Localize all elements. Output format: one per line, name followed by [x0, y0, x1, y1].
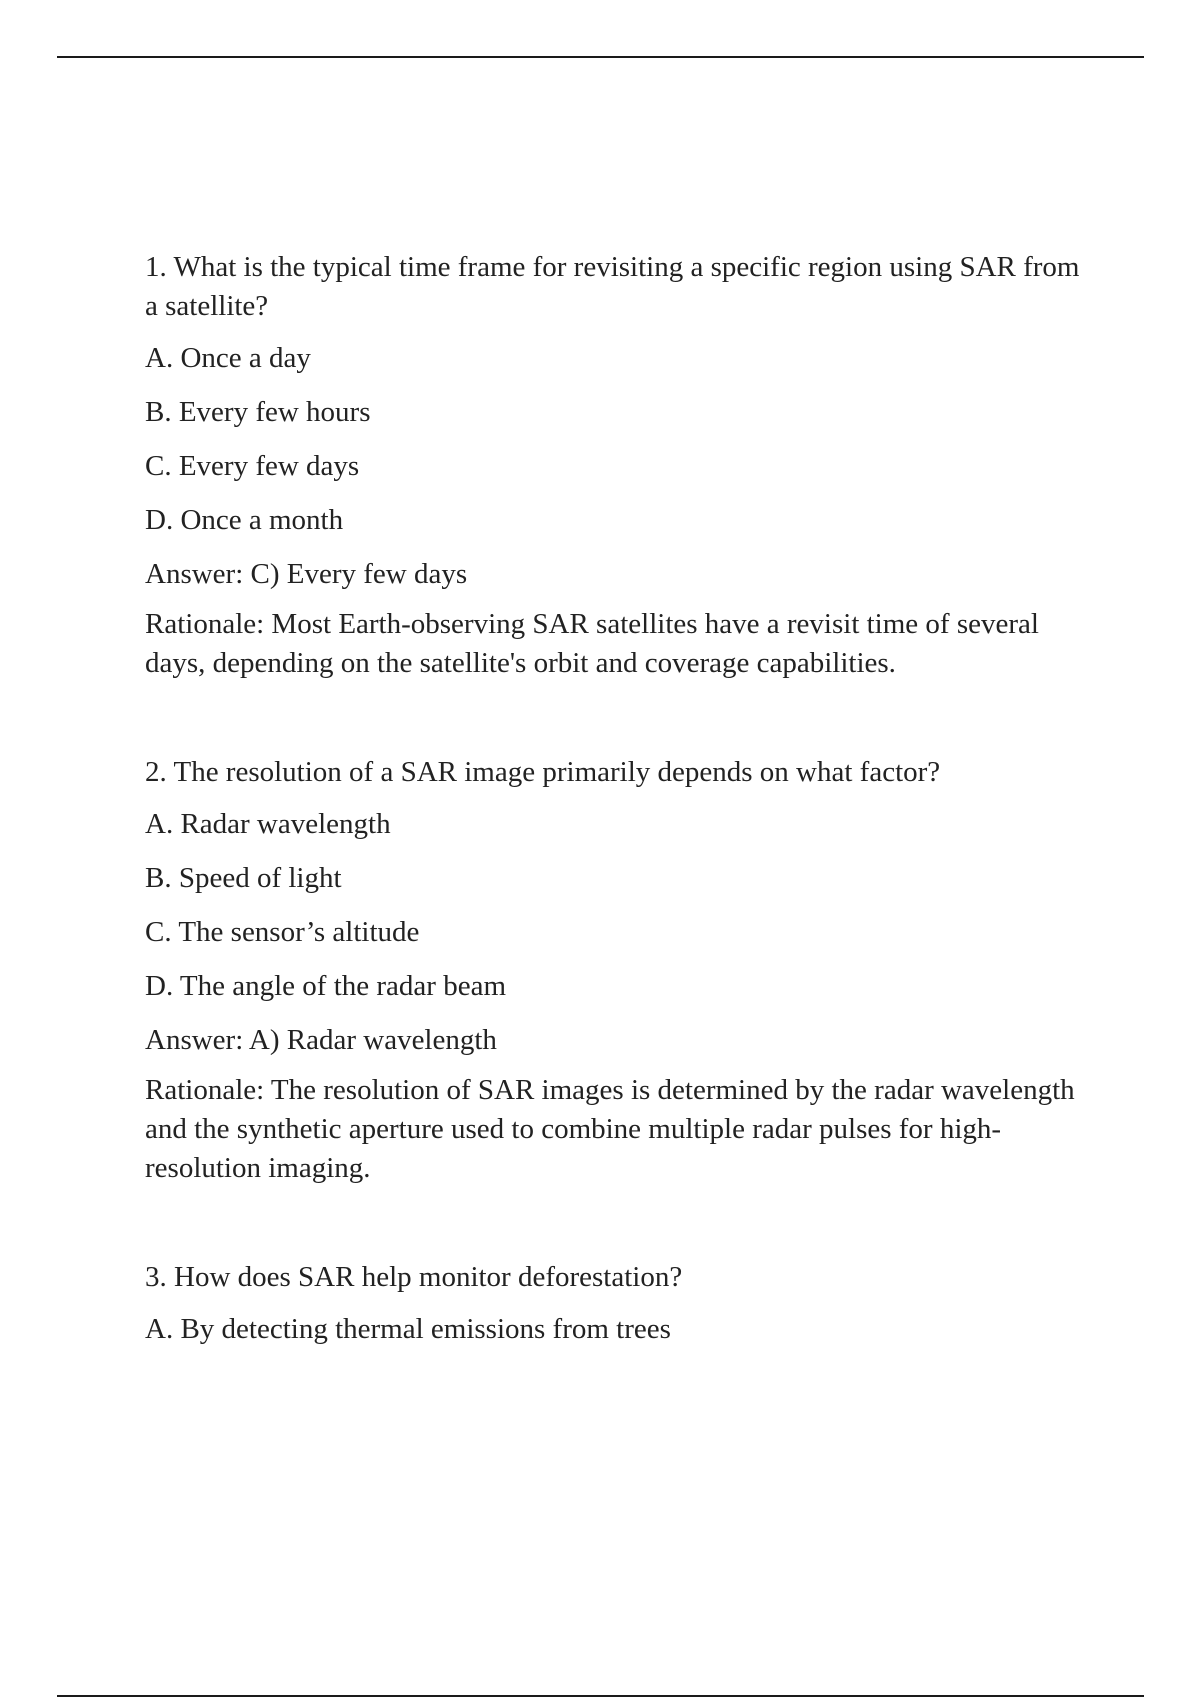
option-a: A. Radar wavelength [145, 808, 391, 840]
option-a: A. By detecting thermal emissions from trees [145, 1313, 671, 1345]
option-d: D. The angle of the radar beam [145, 970, 506, 1002]
answer-text: Answer: A) Radar wavelength [145, 1024, 497, 1056]
rationale-text: Rationale: Most Earth-observing SAR satellites have a revisit time of several days, depending on the satellite's orbit and coverage capabilities. [145, 608, 1039, 679]
option-b: B. Speed of light [145, 862, 342, 894]
option-a: A. Once a day [145, 342, 311, 374]
rationale-text: Rationale: The resolution of SAR images is determined by the radar wavelength and the synthetic aperture used to combine multiple radar pulses for high-resolution imaging. [145, 1074, 1075, 1184]
question-3 [145, 1258, 1095, 1349]
document-body [145, 248, 1095, 1364]
question-text: 1. What is the typical time frame for revisiting a specific region using SAR from a satellite? [145, 251, 1080, 322]
question-1 [145, 248, 1095, 683]
question-text: 3. How does SAR help monitor deforestation? [145, 1261, 683, 1293]
footer-rule [57, 1695, 1144, 1697]
answer-text: Answer: C) Every few days [145, 558, 468, 590]
option-b: B. Every few hours [145, 396, 371, 428]
option-c: C. The sensor’s altitude [145, 916, 420, 948]
option-c: C. Every few days [145, 450, 360, 482]
option-d: D. Once a month [145, 504, 344, 536]
question-text: 2. The resolution of a SAR image primarily depends on what factor? [145, 756, 941, 788]
header-rule [57, 56, 1144, 58]
question-2 [145, 753, 1095, 1188]
